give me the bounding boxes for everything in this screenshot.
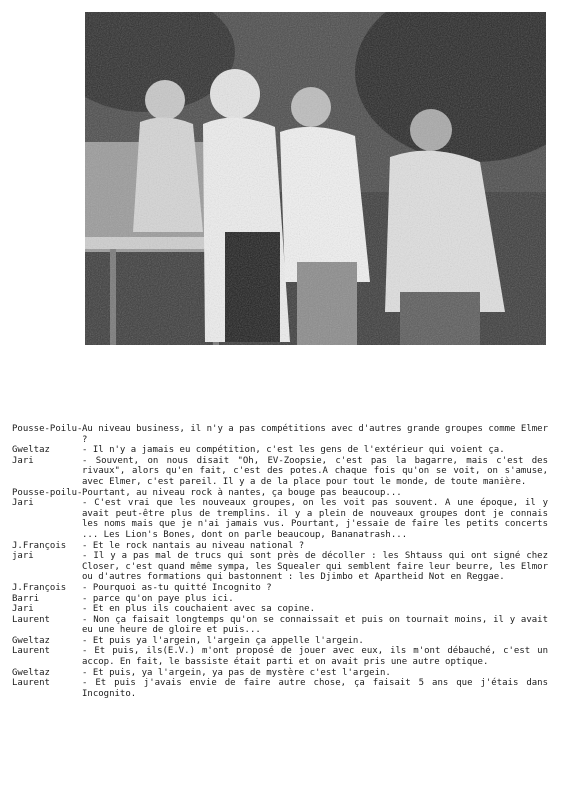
speaker-name: Laurent (12, 614, 50, 625)
speaker-text: - Et puis j'avais envie de faire autre chose, ça faisait 5 ans que j'étais dans Incognito. (82, 678, 548, 699)
dialogue-line (12, 678, 548, 699)
speaker-text: - Pourquoi as-tu quitté Incognito ? (82, 582, 272, 593)
dialogue-line (12, 445, 548, 456)
speaker-name: Jari (12, 455, 34, 466)
speaker-text: - Et en plus ils couchaient avec sa copine. (82, 604, 315, 615)
speaker-text: Pourtant, au niveau rock à nantes, ça bouge pas beaucoup... (82, 487, 402, 498)
speaker-name: Gweltaz (12, 445, 50, 456)
dialogue-line (12, 668, 548, 679)
dialogue-line (12, 636, 548, 647)
speaker-text: - C'est vrai que les nouveaux groupes, on les voit pas souvent. A une époque, il y avait peut-être plus de tremplins. il y a plein de nouveaux groupes dont je connais les noms mais que je n'ai jamais vus. Pourtant, j'essaie de faire les petits concerts ... Les Lion's Bones, dont on parle beaucoup, Bananatrash... (82, 498, 548, 540)
speaker-name: Laurent (12, 646, 50, 657)
speaker-text: - Il y a pas mal de trucs qui sont près de décoller : les Shtauss qui ont signé chez Closer, c'est quand même sympa, les Squealer qui semblent faire leur beurre, les Elmor ou d'autres formations qui bastonnent : les Djimbo et Apartheid Not en Reggae. (82, 551, 548, 583)
band-photo (85, 12, 546, 345)
speaker-name: Barri (12, 593, 40, 604)
speaker-text: - Et puis, ils(E.V.) m'ont proposé de jouer avec eux, ils m'ont débauché, c'est un accop. En fait, le bassiste était parti et on avait pris une autre optique. (82, 646, 548, 668)
speaker-name: Pousse-Poilu- (12, 424, 83, 434)
dialogue-line (12, 456, 548, 488)
dialogue-line (12, 424, 548, 445)
interview-dialogue (12, 424, 548, 699)
speaker-text: - Non ça faisait longtemps qu'on se connaissait et puis on tournait moins, il y avait eu une heure de gloire et puis... (82, 614, 548, 636)
dialogue-line (12, 594, 548, 605)
dialogue-line (12, 488, 548, 499)
speaker-name: Gweltaz (12, 635, 50, 646)
speaker-text: - Souvent, on nous disait "Oh, EV-Zoopsie, c'est pas la bagarre, mais c'est des rivaux", alors qu'en fait, c'est des potes.A chaque fois qu'on se voit, on s'amuse, avec Elmer, c'est pareil. Il y a de la place pour tout le monde, de toute manière. (82, 455, 548, 487)
speaker-text: - Il n'y a jamais eu compétition, c'est les gens de l'extérieur qui voient ça. (82, 445, 505, 456)
speaker-name: Pousse-poilu- (12, 487, 83, 498)
speaker-name: jari (12, 551, 34, 562)
dialogue-line (12, 604, 548, 615)
dialogue-line (12, 615, 548, 636)
speaker-name: Jari (12, 498, 34, 509)
speaker-name: J.François (12, 582, 67, 593)
speaker-name: Laurent (12, 678, 50, 689)
speaker-text: - parce qu'on paye plus ici. (82, 593, 234, 604)
speaker-text: Au niveau business, il n'y a pas compétitions avec d'autres grande groupes comme Elmer ? (82, 424, 548, 445)
dialogue-line (12, 583, 548, 594)
speaker-text: - Et puis, ya l'argein, ya pas de mystère c'est l'argein. (82, 667, 391, 678)
speaker-text: - Et puis ya l'argein, l'argein ça appelle l'argein. (82, 635, 364, 646)
speaker-text: - Et le rock nantais au niveau national ? (82, 540, 305, 551)
dialogue-line (12, 498, 548, 540)
speaker-name: Jari (12, 604, 34, 615)
dialogue-line (12, 551, 548, 583)
speaker-name: Gweltaz (12, 667, 50, 678)
dialogue-line (12, 646, 548, 667)
dialogue-line (12, 541, 548, 552)
speaker-name: J.François (12, 540, 67, 551)
